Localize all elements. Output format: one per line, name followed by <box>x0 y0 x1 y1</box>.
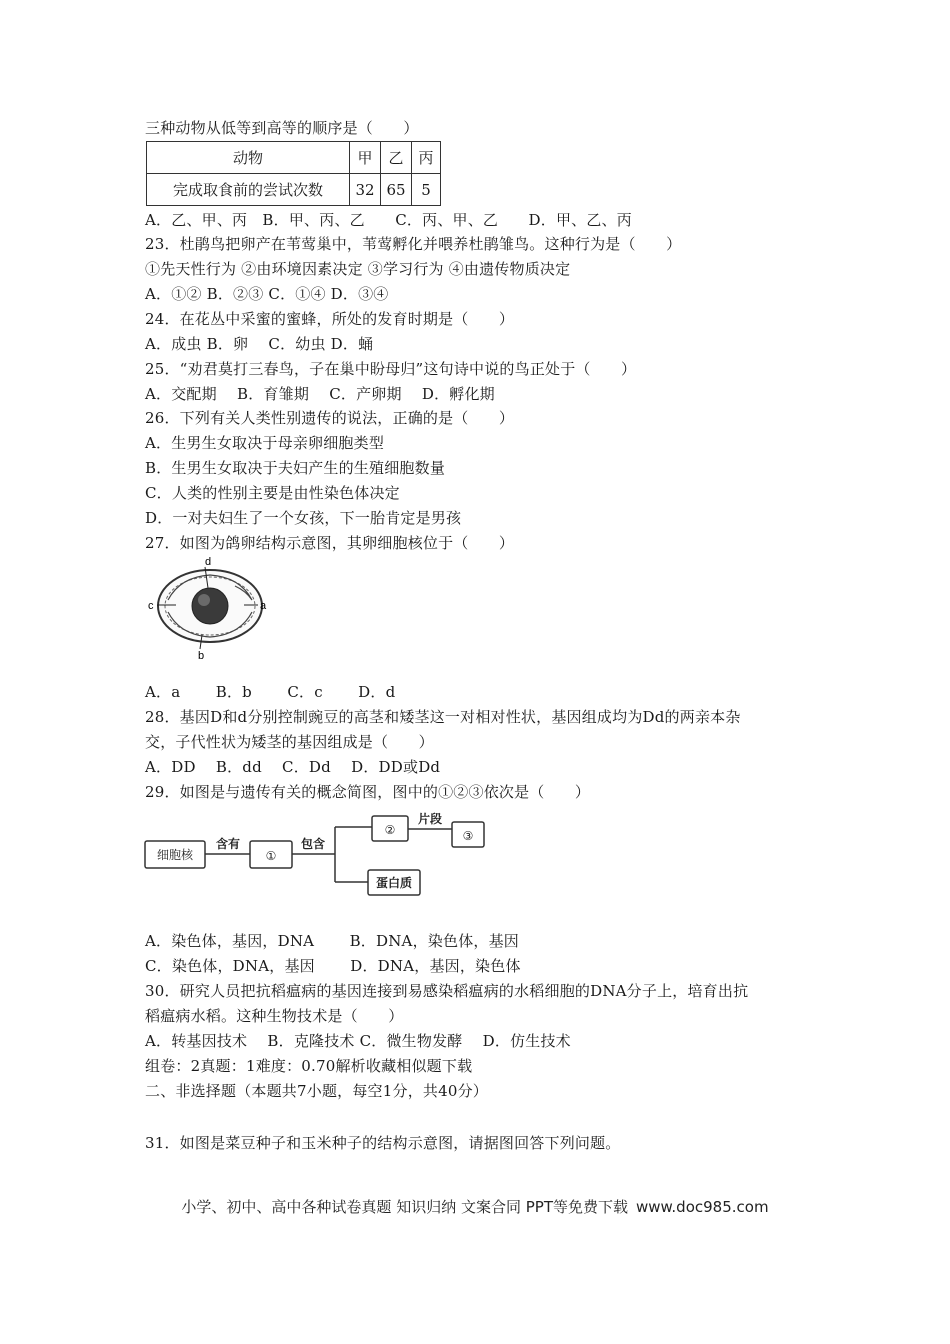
protein-label: 蛋白质 <box>375 876 413 890</box>
q23-stem: 23．杜鹃鸟把卵产在苇莺巢中，苇莺孵化并喂养杜鹃雏鸟。这种行为是（ ） <box>145 235 682 253</box>
table-cell: 5 <box>412 174 441 206</box>
label-a: a <box>260 600 267 612</box>
box-2-label: ② <box>384 823 396 837</box>
q27-stem: 27．如图为鸽卵结构示意图，其卵细胞核位于（ ） <box>145 534 515 552</box>
q26-option-d: D．一对夫妇生了一个女孩，下一胎肯定是男孩 <box>145 509 462 527</box>
q29-options-ab: A．染色体，基因，DNA B．DNA，染色体，基因 <box>145 932 519 950</box>
table-row <box>147 142 441 174</box>
table-row <box>147 174 441 206</box>
q24-options: A．成虫 B．卵 C．幼虫 D．蛹 <box>145 335 374 353</box>
q26-option-a: A．生男生女取决于母亲卵细胞类型 <box>145 434 385 452</box>
table-cell: 完成取食前的尝试次数 <box>147 174 350 206</box>
q24-stem: 24．在花丛中采蜜的蜜蜂，所处的发育时期是（ ） <box>145 310 515 328</box>
q29-stem: 29．如图是与遗传有关的概念简图，图中的①②③依次是（ ） <box>145 783 591 801</box>
q30-stem-line2: 稻瘟病水稻。这种生物技术是（ ） <box>145 1007 404 1025</box>
label-c: c <box>148 600 154 612</box>
meta-line: 组卷：2真题：1难度：0.70解析收藏相似题下载 <box>145 1057 473 1075</box>
nucleus-label: 细胞核 <box>156 848 194 862</box>
concept-map-figure <box>140 810 500 910</box>
yolk <box>192 588 228 624</box>
includes-label: 包含 <box>300 837 326 851</box>
q30-stem-line1: 30．研究人员把抗稻瘟病的基因连接到易感染稻瘟病的水稻细胞的DNA分子上，培育出抗 <box>145 982 749 1000</box>
q28-stem-line1: 28．基因D和d分别控制豌豆的高茎和矮茎这一对相对性状，基因组成均为Dd的两亲本杂 <box>145 708 741 726</box>
q23-options: A．①② B．②③ C．①④ D．③④ <box>145 285 389 303</box>
q29-options-cd: C．染色体，DNA，基因 D．DNA，基因，染色体 <box>145 957 521 975</box>
footer-url[interactable]: www.doc985.com <box>635 1198 769 1216</box>
segment-label: 片段 <box>417 812 443 826</box>
label-d: d <box>205 556 212 568</box>
yolk-highlight <box>198 594 210 606</box>
pigeon-egg-figure <box>140 555 280 663</box>
box-3-label: ③ <box>462 829 474 843</box>
table-header-cell: 甲 <box>350 142 381 174</box>
q27-options: A．a B．b C．c D．d <box>145 683 396 701</box>
table-cell: 32 <box>350 174 381 206</box>
label-b: b <box>198 650 205 662</box>
animal-table <box>146 141 441 206</box>
table-header-cell: 丙 <box>412 142 441 174</box>
table-cell: 65 <box>381 174 412 206</box>
q26-option-c: C．人类的性别主要是由性染色体决定 <box>145 484 400 502</box>
footer-text: 小学、初中、高中各种试卷真题 知识归纳 文案合同 PPT等免费下载 <box>181 1198 628 1216</box>
q31-stem: 31．如图是菜豆种子和玉米种子的结构示意图，请据图回答下列问题。 <box>145 1134 621 1152</box>
q25-options: A．交配期 B．育雏期 C．产卵期 D．孵化期 <box>145 385 495 403</box>
q30-options: A．转基因技术 B．克隆技术 C．微生物发酵 D．仿生技术 <box>145 1032 571 1050</box>
q28-options: A．DD B．dd C．Dd D．DD或Dd <box>145 758 441 776</box>
q22-options: A．乙、甲、丙 B．甲、丙、乙 C．丙、甲、乙 D．甲、乙、丙 <box>145 211 632 229</box>
contains-label: 含有 <box>215 837 241 851</box>
q25-stem: 25．“劝君莫打三春鸟，子在巢中盼母归”这句诗中说的鸟正处于（ ） <box>145 360 637 378</box>
q28-stem-line2: 交，子代性状为矮茎的基因组成是（ ） <box>145 733 434 751</box>
page-footer <box>0 1196 950 1217</box>
q22-stem: 三种动物从低等到高等的顺序是（ ） <box>145 119 419 137</box>
q26-option-b: B．生男生女取决于夫妇产生的生殖细胞数量 <box>145 459 446 477</box>
section-heading: 二、非选择题（本题共7小题，每空1分，共40分） <box>145 1082 488 1100</box>
table-header-cell: 乙 <box>381 142 412 174</box>
q23-statements: ①先天性行为 ②由环境因素决定 ③学习行为 ④由遗传物质决定 <box>145 260 571 278</box>
q26-stem: 26．下列有关人类性别遗传的说法，正确的是（ ） <box>145 409 515 427</box>
table-header-cell: 动物 <box>147 142 350 174</box>
box-1-label: ① <box>265 849 277 863</box>
